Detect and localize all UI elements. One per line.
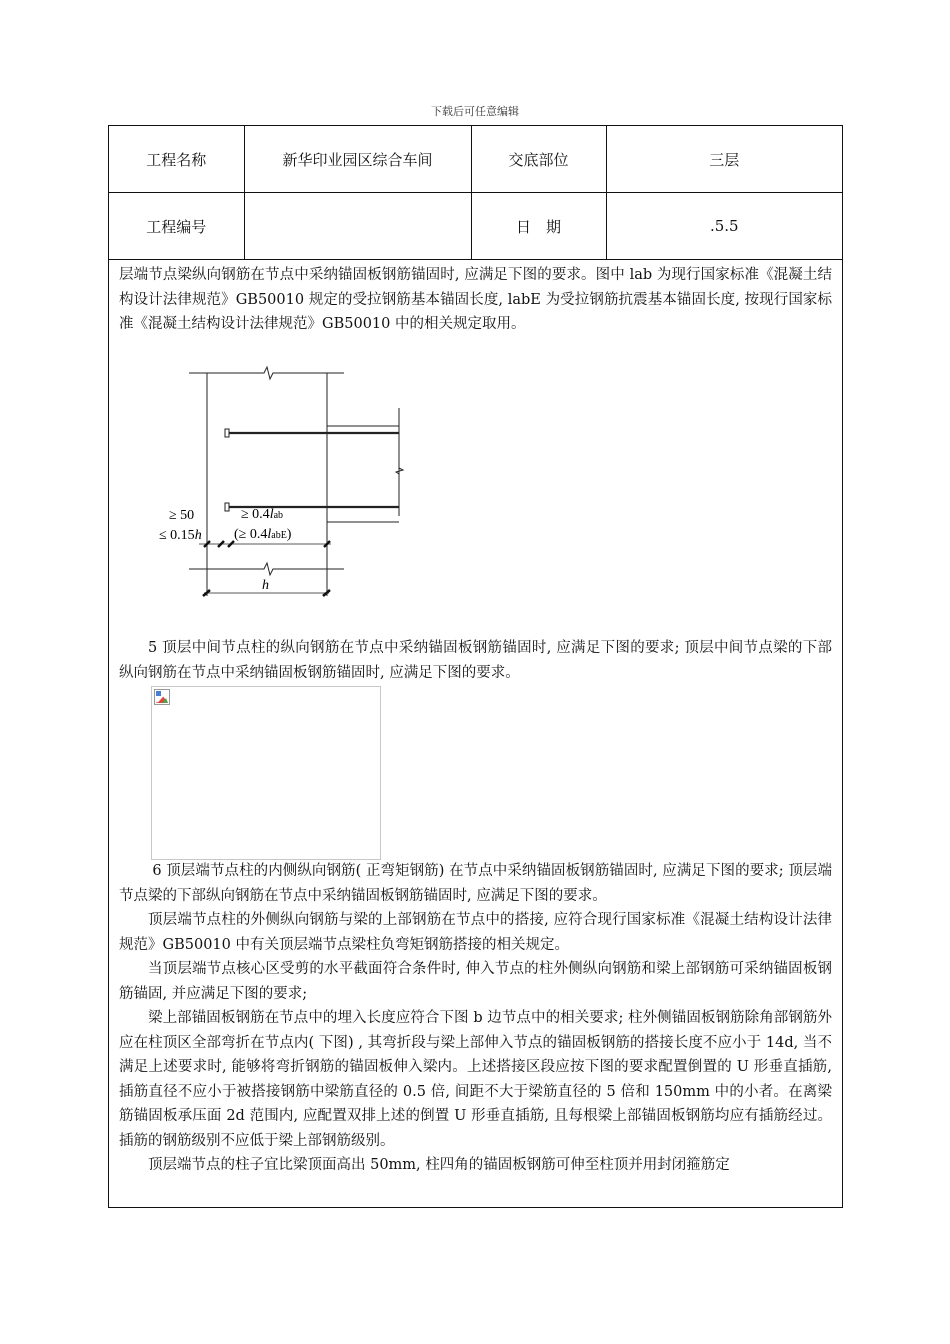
header-row-2 [109,193,842,260]
top-anchor-plate [225,429,229,437]
date-label: 日 期 [471,193,606,260]
label-min-04lab: ≥ 0.4lab [241,507,284,522]
paragraph-block-6 [119,859,832,1178]
bottom-anchor-plate [225,503,229,511]
label-max-015h: ≤ 0.15h [159,528,202,543]
anchor-plate-joint-diagram [149,356,419,606]
paragraph-intro: 层端节点梁纵向钢筋在节点中采纳锚固板钢筋锚固时, 应满足下图的要求。图中 lab 为现行国家标准《混凝土结构设计法律规范》GB50010 规定的受拉钢筋基本锚固长度, labE 为受拉钢筋抗震基本锚固长度, 按现行国家标准《混凝土结构设计法律规范》GB50010 中的相关规定取用。 [119,267,832,332]
paragraph-9: 梁上部锚固板钢筋在节点中的埋入长度应符合下图 b 边节点中的相关要求; 柱外侧锚固板钢筋除角部钢筋外应在柱顶区全部弯折在节点内( 下图) , 其弯折段与梁上部伸入节点的锚固板钢筋的搭接长度不应小于 14d, 当不满足上述要求时, 能够将弯折钢筋的锚固板伸入梁内。上述搭接区段应按下图的要求配置倒置的 U 形垂直插筋, 插筋直径不应小于被搭接钢筋中梁筋直径的 0.5 倍, 间距不大于梁筋直径的 5 倍和 150mm 中的小者。在离梁筋锚固板承压面 2d 范围内, 应配置双排上述的倒置 U 形垂直插筋, 且每根梁上部锚固板钢筋均应有插筋经过。插筋的钢筋级别不应低于梁上部钢筋级别。 [119,1010,832,1149]
date-value: .5.5 [606,193,842,260]
top-break-line [189,367,344,379]
label-min-50: ≥ 50 [169,508,195,523]
broken-image-icon [154,689,170,705]
header-table [109,126,842,260]
label-h: h [262,578,269,593]
bottom-break-line [189,563,344,575]
project-no-label: 工程编号 [109,193,244,260]
paragraph-10: 顶层端节点的柱子宜比梁顶面高出 50mm, 柱四角的锚固板钢筋可伸至柱顶并用封闭箍筋定 [148,1157,730,1173]
location-value: 三层 [606,126,842,193]
location-label: 交底部位 [471,126,606,193]
header-row-1 [109,126,842,193]
label-min-04labe: (≥ 0.4labE) [234,527,292,542]
paragraph-8: 当顶层端节点核心区受剪的水平截面符合条件时, 伸入节点的柱外侧纵向钢筋和梁上部钢筋可采纳锚固板钢筋锚固, 并应满足下图的要求; [119,961,832,1002]
paragraph-6: 6 顶层端节点柱的内侧纵向钢筋( 正弯矩钢筋) 在节点中采纳锚固板钢筋锚固时, 应满足下图的要求; 顶层端节点梁的下部纵向钢筋在节点中采纳锚固板钢筋锚固时, 应满足下图的要求。 [119,863,832,904]
project-no-value [244,193,471,260]
disclosure-sheet [108,125,843,1208]
watermark-text: 下载后可任意编辑 [431,105,519,118]
paragraph-5: 5 顶层中间节点柱的纵向钢筋在节点中采纳锚固板钢筋锚固时, 应满足下图的要求; 顶层中间节点梁的下部纵向钢筋在节点中采纳锚固板钢筋锚固时, 应满足下图的要求。 [119,640,832,681]
paragraph-7: 顶层端节点柱的外侧纵向钢筋与梁的上部钢筋在节点中的搭接, 应符合现行国家标准《混凝土结构设计法律规范》GB50010 中有关顶层端节点梁柱负弯矩钢筋搭接的相关规定。 [119,912,832,953]
project-name-label: 工程名称 [109,126,244,193]
project-name-value: 新华印业园区综合车间 [244,126,471,193]
missing-figure-placeholder [151,686,381,860]
